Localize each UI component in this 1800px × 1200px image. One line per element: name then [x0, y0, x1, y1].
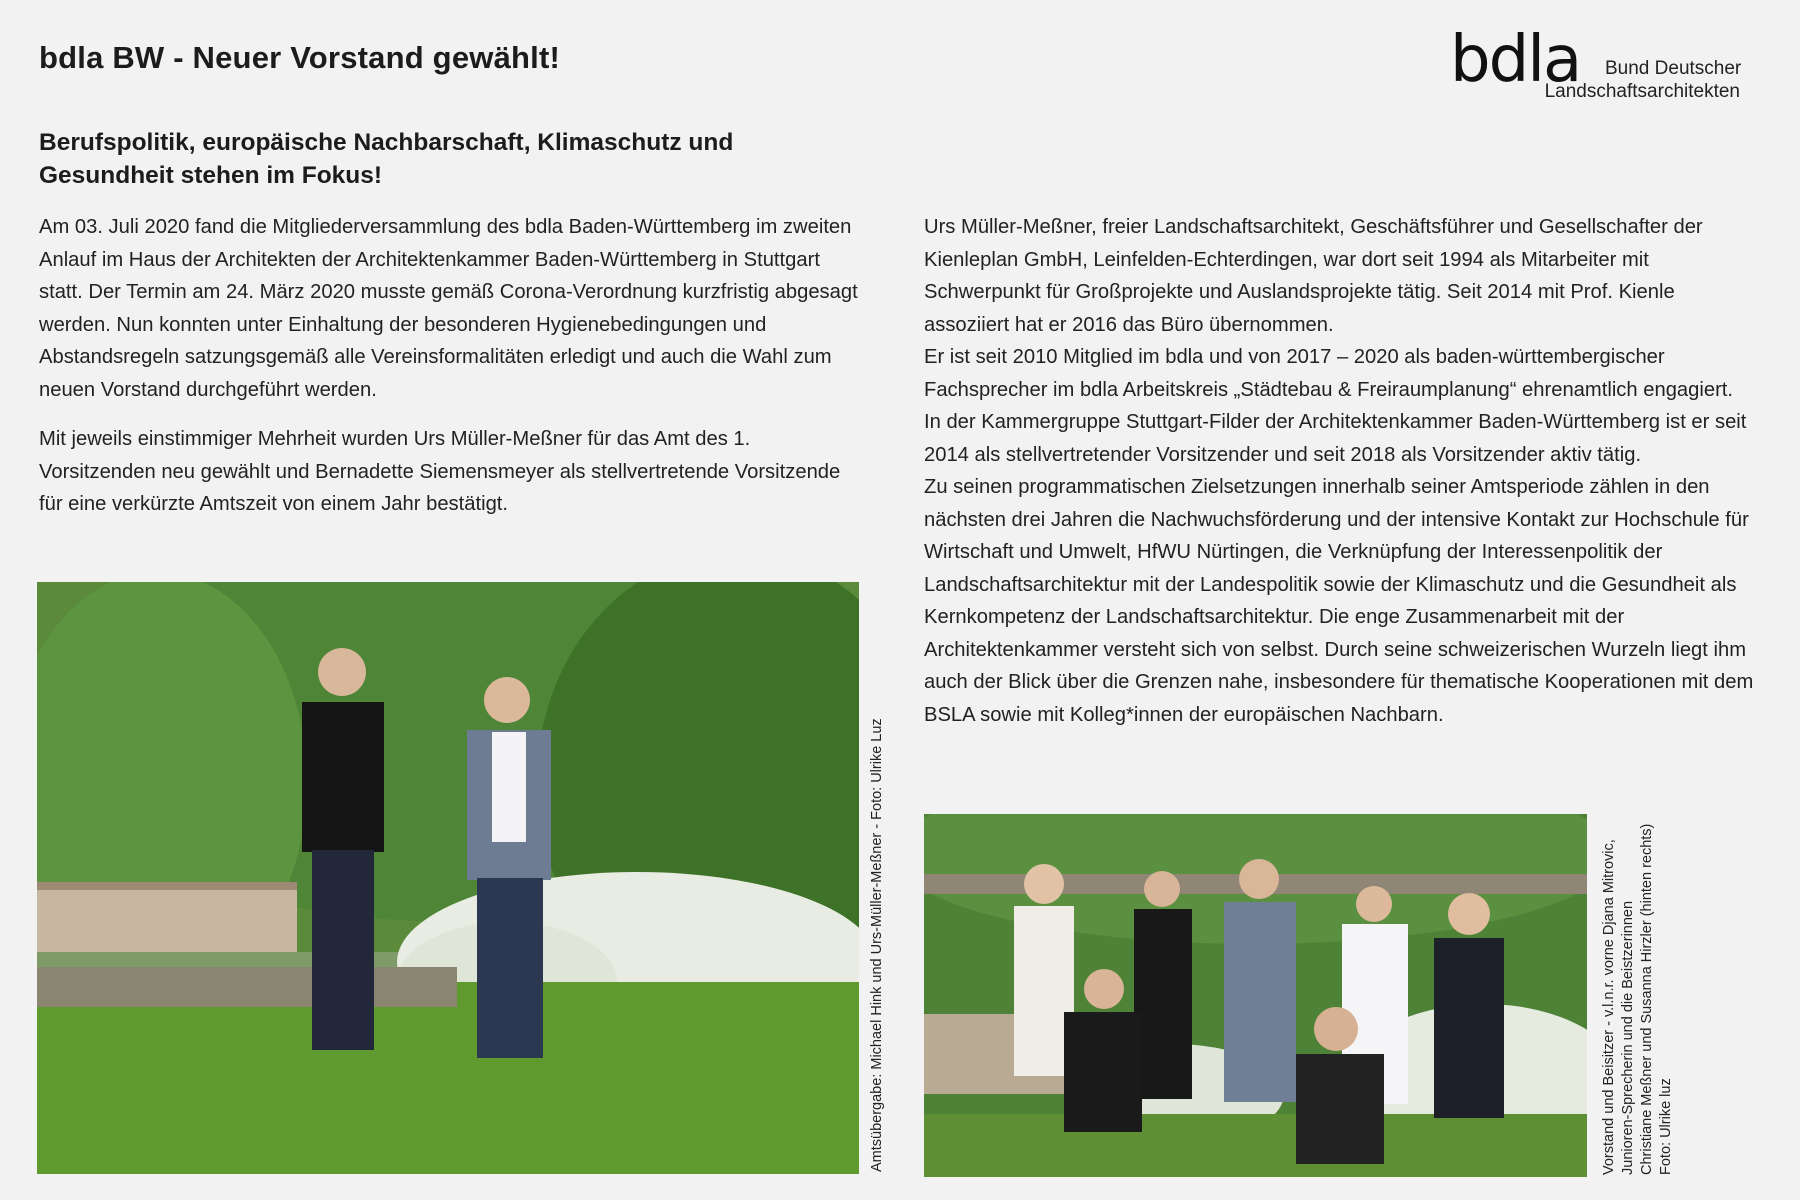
caption-line-3: Christiane Meßner und Susanna Hirzler (hinten rechts): [1639, 823, 1655, 1175]
right-text-column: [924, 211, 1754, 731]
logo-wordmark: bdla: [1450, 23, 1581, 97]
page-title: bdla BW - Neuer Vorstand gewählt!: [39, 40, 561, 75]
left-paragraph-2: Mit jeweils einstimmiger Mehrheit wurden Urs Müller-Meßner für das Amt des 1. Vorsitzenden neu gewählt und Bernadette Siemensmeyer als stellvertretende Vorsitzende für eine verkürzte Amtszeit von einem Jahr bestätigt.: [39, 428, 841, 515]
left-paragraph-1: Am 03. Juli 2020 fand die Mitgliederversammlung des bdla Baden-Württemberg im zweiten Anlauf im Haus der Architekten der Architektenkammer Baden-Württemberg in Stuttgart statt. Der Termin am 24. März 2020 musste gemäß Corona-Verordnung kurzfristig abgesagt werden. Nun konnten unter Einhaltung der besonderen Hygienebedingungen und Abstandsregeln satzungsgemäß alle Vereinsformalitäten erledigt und auch die Wahl zum neuen Vorstand durchgeführt werden.: [39, 216, 858, 401]
bdla-logo: [1450, 23, 1742, 108]
left-text-column: [39, 211, 869, 521]
caption-line-4: Foto: Ulrike luz: [1658, 1078, 1674, 1175]
photo-handover: [37, 582, 859, 1174]
board-group-photo-illustration: [924, 814, 1587, 1177]
photo-board-group-caption: [1600, 805, 1676, 1175]
handover-photo-illustration: [37, 582, 859, 1174]
caption-line-1: Vorstand und Beisitzer - v.l.n.r. vorne Djana Mitrovic,: [1601, 839, 1617, 1175]
right-paragraph-2: Er ist seit 2010 Mitglied im bdla und von 2017 – 2020 als baden-württembergischer Fachsprecher im bdla Arbeitskreis „Städtebau & Freiraumplanung“ ehrenamtlich engagiert. In der Kammergruppe Stuttgart-Filder der Architektenkammer Baden-Württemberg ist er seit 2014 als stellvertretender Vorsitzender und seit 2018 als Vorsitzender aktiv tätig.: [924, 346, 1747, 466]
logo-tagline-line-2: Landschaftsarchitekten: [1544, 81, 1740, 102]
logo-tagline-line-1: Bund Deutscher: [1605, 58, 1742, 79]
caption-line-2: Junioren-Sprecherin und die Beistzerinnen: [1620, 900, 1636, 1175]
photo-board-group: [924, 814, 1587, 1177]
right-paragraph-1: Urs Müller-Meßner, freier Landschaftsarchitekt, Geschäftsführer und Gesellschafter der Kienleplan GmbH, Leinfelden-Echterdingen, war dort seit 1994 als Mitarbeiter mit Schwerpunkt für Großprojekte und Auslandsprojekte tätig. Seit 2014 mit Prof. Kienle assoziiert hat er 2016 das Büro übernommen.: [924, 216, 1703, 336]
photo-handover-caption: Amtsübergabe: Michael Hink und Urs-Müller-Meßner - Foto: Ulrike Luz: [869, 718, 885, 1172]
right-paragraph-3: Zu seinen programmatischen Zielsetzungen innerhalb seiner Amtsperiode zählen in den nächsten drei Jahren die Nachwuchsförderung und der intensive Kontakt zur Hochschule für Wirtschaft und Umwelt, HfWU Nürtingen, die Verknüpfung der Interessenpolitik der Landschaftsarchitektur mit der Landespolitik sowie der Klimaschutz und die Gesundheit als Kernkompetenz der Landschaftsarchitektur. Die enge Zusammenarbeit mit der Architektenkammer versteht sich von selbst. Durch seine schweizerischen Wurzeln liegt ihm auch der Blick über die Grenzen nahe, insbesondere für thematische Kooperationen mit dem BSLA sowie mit Kolleg*innen der europäischen Nachbarn.: [924, 476, 1754, 726]
article-subtitle: Berufspolitik, europäische Nachbarschaft, Klimaschutz und Gesundheit stehen im Fokus!: [39, 129, 734, 189]
